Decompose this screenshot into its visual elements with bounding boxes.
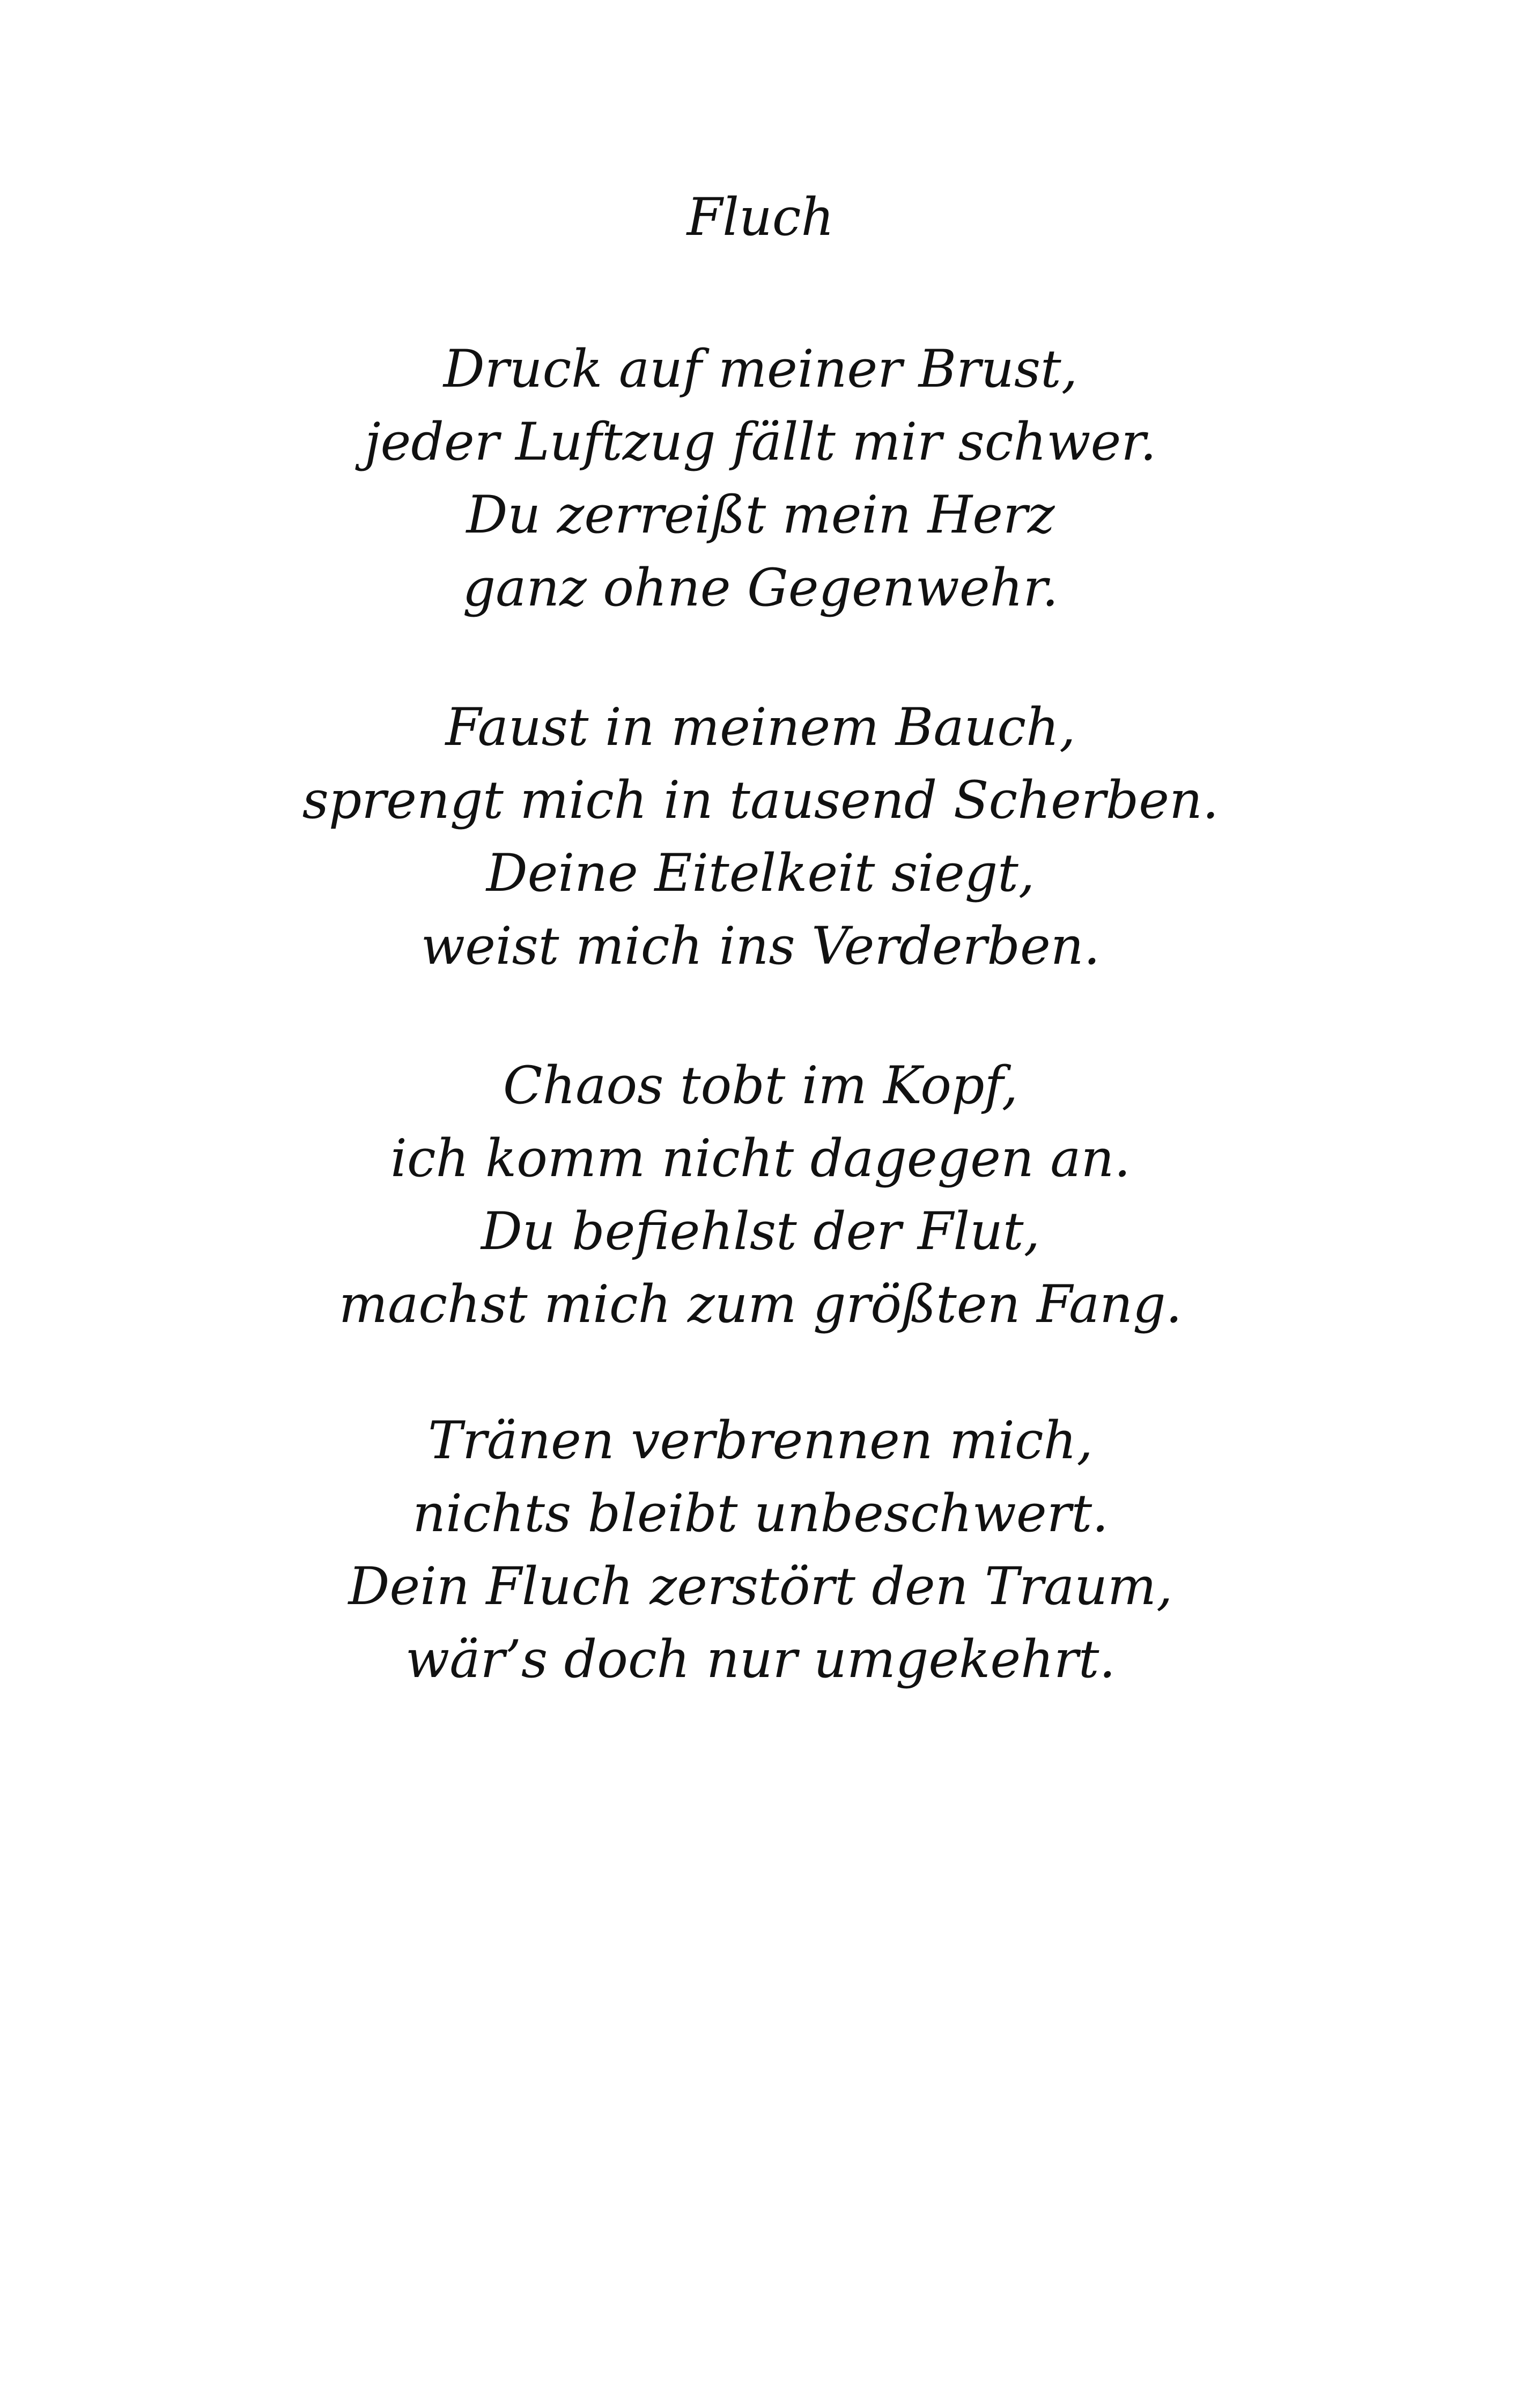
poem-line: weist mich ins Verderben. (420, 916, 1101, 976)
poem-line: Dein Fluch zerstört den Traum, (348, 1556, 1173, 1616)
poem-line: Du befiehlst der Flut, (481, 1201, 1040, 1261)
poem-line: Faust in meinem Bauch, (445, 697, 1076, 757)
stanza-1 (0, 333, 1521, 624)
poem-line: sprengt mich in tausend Scherben. (302, 770, 1219, 830)
poem-line: Deine Eitelkeit siegt, (486, 843, 1035, 903)
stanza-3 (0, 1049, 1521, 1341)
poem-line: Du zerreißt mein Herz (466, 485, 1055, 545)
poem-line: Tränen verbrennen mich, (428, 1410, 1093, 1471)
poem-line: Chaos tobt im Kopf, (503, 1055, 1018, 1116)
stanza-2 (0, 691, 1521, 983)
poem-line: nichts bleibt unbeschwert. (412, 1483, 1109, 1543)
poem-line: ganz ohne Gegenwehr. (462, 558, 1059, 618)
poem-line: Druck auf meiner Brust, (443, 339, 1078, 399)
poem-line: wär’s doch nur umgekehrt. (405, 1629, 1116, 1689)
poem-title: Fluch (686, 187, 835, 247)
poem-line: machst mich zum größten Fang. (338, 1274, 1183, 1334)
poem-line: ich komm nicht dagegen an. (390, 1128, 1131, 1188)
poem-line: jeder Luftzug fällt mir schwer. (364, 412, 1157, 472)
stanza-4 (0, 1404, 1521, 1696)
